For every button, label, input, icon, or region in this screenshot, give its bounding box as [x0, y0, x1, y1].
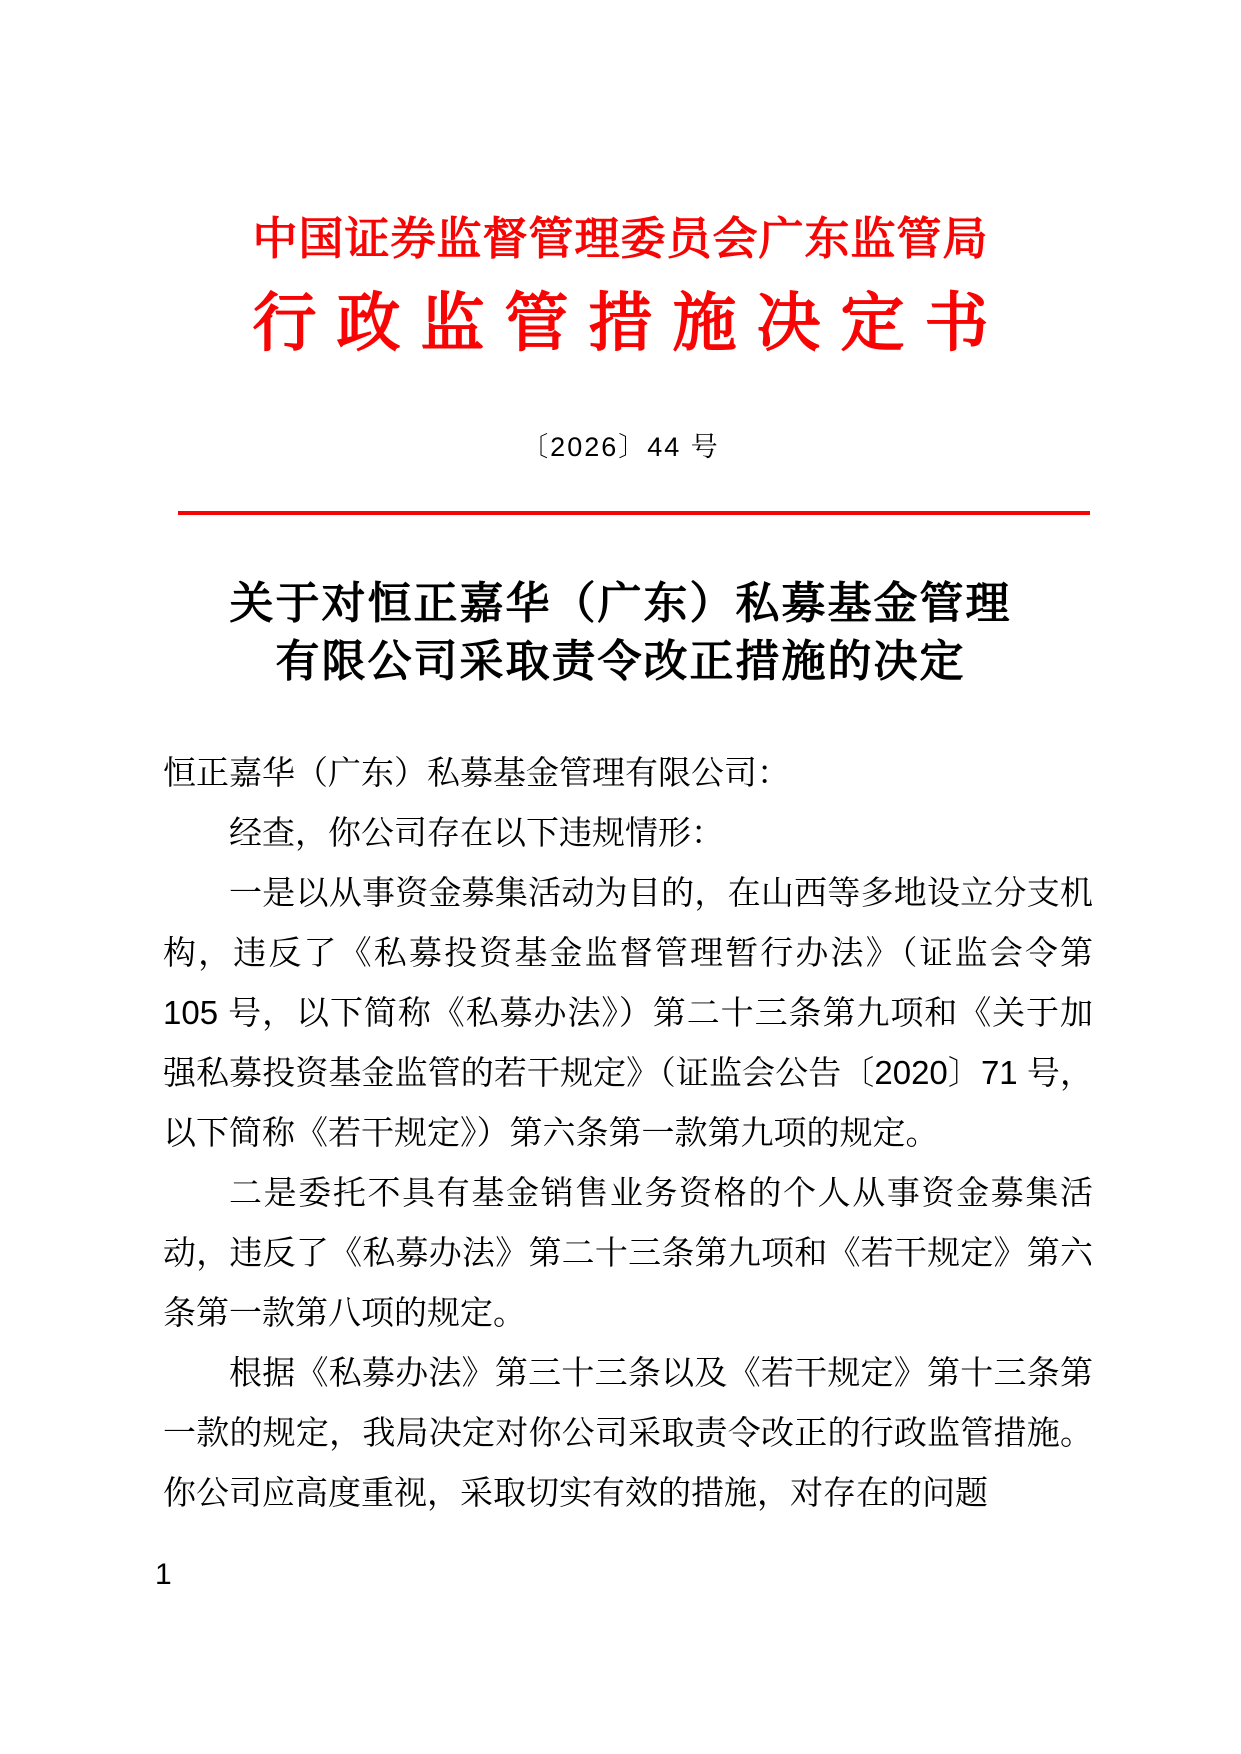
body-paragraph: 根据《私募办法》第三十三条以及《若干规定》第十三条第一款的规定，我局决定对你公司采取责令改正的行政监管措施。你公司应高度重视，采取切实有效的措施，对存在的问题	[163, 1354, 1093, 1512]
decision-title-line1: 关于对恒正嘉华（广东）私募基金管理	[229, 579, 1012, 629]
red-divider-rule	[178, 511, 1090, 515]
addressee-line: 恒正嘉华（广东）私募基金管理有限公司：	[163, 754, 790, 792]
page-number: 1	[155, 1558, 172, 1591]
body-paragraph: 经查，你公司存在以下违规情形：	[229, 814, 724, 852]
document-body	[0, 743, 1241, 1523]
document-number: 〔2026〕44 号	[521, 432, 720, 463]
document-type-heading: 行政监管措施决定书	[252, 286, 1009, 359]
body-paragraph: 一是以从事资金募集活动为目的，在山西等多地设立分支机构，违反了《私募投资基金监督管理暂行办法》（证监会令第 105 号，以下简称《私募办法》）第二十三条第九项和《关于加强私募投资基金监管的若干规定》（证监会公告〔2020〕71 号，以下简称《若干规定》）第六条第一款第九项的规定。	[163, 874, 1093, 1152]
issuing-authority-heading: 中国证券监督管理委员会广东监管局	[252, 213, 989, 264]
decision-title	[0, 575, 1241, 691]
decision-title-line2: 有限公司采取责令改正措施的决定	[275, 637, 966, 687]
body-paragraph: 二是委托不具有基金销售业务资格的个人从事资金募集活动，违反了《私募办法》第二十三条第九项和《若干规定》第六条第一款第八项的规定。	[163, 1174, 1093, 1332]
